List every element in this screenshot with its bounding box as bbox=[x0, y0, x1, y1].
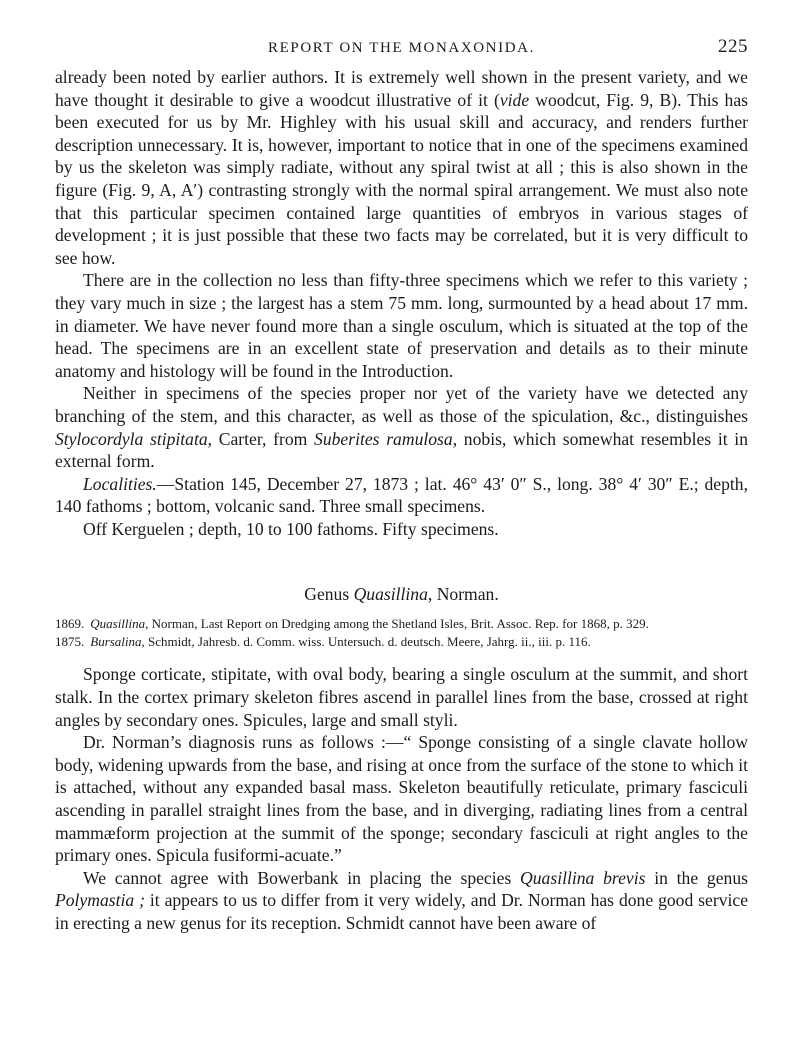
localities-label: Localities. bbox=[83, 473, 157, 494]
page-header bbox=[55, 36, 748, 66]
reference-item: 1875. Bursalina, Schmidt, Jahresb. d. Comm. wiss. Untersuch. d. deutsch. Meere, Jahrg. ii., iii. p. 116. bbox=[55, 634, 591, 650]
paragraph-norman-quote: Dr. Norman’s diagnosis runs as follows :—“ Sponge consisting of a single clavate hollow body, widening upwards from the base, and rising at once from the surface of the stone to which it is attached, without any expanded basal mass. Skeleton beautifully reticulate, primary fasciculi ascending in parallel straight lines from the base, and in diverging, radiating lines from a central mammæform projection at the summit of the sponge; secondary fasciculi at right angles to the primary ones. Spicula fusiformi-acuate.” bbox=[55, 732, 748, 866]
reference-year: 1875. bbox=[55, 634, 85, 650]
reference-item: 1869. Quasillina, Norman, Last Report on Dredging among the Shetland Isles, Brit. Assoc. Rep. for 1868, p. 329. bbox=[55, 616, 649, 632]
species-name: Quasillina brevis bbox=[520, 867, 646, 888]
reference-year: 1869. bbox=[55, 616, 85, 632]
genus-heading: Genus Quasillina, Norman. bbox=[304, 584, 499, 605]
section-spacer bbox=[55, 540, 748, 584]
paragraph-diagnosis: Sponge corticate, stipitate, with oval body, bearing a single osculum at the summit, and short stalk. In the cortex primary skeleton fibres ascend in parallel lines from the base, crossed at right angles by secondary ones. Spicules, large and small styli. bbox=[55, 664, 748, 730]
synonymy-references bbox=[55, 615, 748, 651]
paragraph-kerguelen: Off Kerguelen ; depth, 10 to 100 fathoms. Fifty specimens. bbox=[83, 518, 499, 539]
reference-genus: Quasillina bbox=[90, 616, 146, 632]
paragraph-distinction: Neither in specimens of the species proper nor yet of the variety have we detected any branching of the stem, and this character, as well as those of the spiculation, &c., distinguishes Stylocordyla stipitata, Carter, from Suberites ramulosa, nobis, which somewhat resembles it in external form. bbox=[55, 383, 748, 472]
running-title: REPORT ON THE MONAXONIDA. bbox=[268, 40, 535, 56]
italic-term: vide bbox=[499, 89, 530, 110]
genus-name: Quasillina bbox=[353, 584, 428, 605]
paragraph-woodcut: already been noted by earlier authors. It is extremely well shown in the present variety, and we have thought it desirable to give a woodcut illustrative of it (vide woodcut, Fig. 9, B). This has been executed for us by Mr. Highley with his usual skill and accuracy, and renders further description unnecessary. It is, however, important to notice that in one of the specimens examined by us the skeleton was simply radiate, without any spiral twist at all ; this is also shown in the figure (Fig. 9, A, A′) contrasting strongly with the normal spiral arrangement. We must also note that this particular specimen contained large quantities of embryos in various stages of development ; it is just possible that these two facts may be correlated, but it is very difficult to see how. bbox=[55, 67, 749, 268]
paragraph-specimens: There are in the collection no less than fifty-three specimens which we refer to this variety ; they vary much in size ; the largest has a stem 75 mm. long, surmounted by a head about 17 mm. in diameter. We have never found more than a single osculum, which is situated at the top of the head. The specimens are in an excellent state of preservation and details as to their minute anatomy and histology will be found in the Introduction. bbox=[55, 270, 748, 381]
section-variety bbox=[55, 66, 748, 540]
page-number: 225 bbox=[718, 36, 748, 57]
species-name: Suberites ramulosa bbox=[314, 428, 453, 449]
genus-name-polymastia: Polymastia ; bbox=[55, 890, 145, 911]
reference-genus: Bursalina bbox=[90, 634, 142, 650]
species-name: Stylocordyla stipitata bbox=[55, 428, 208, 449]
paragraph-localities: Localities.—Station 145, December 27, 1873 ; lat. 46° 43′ 0″ S., long. 38° 4′ 30″ E.; depth, 140 fathoms ; bottom, volcanic sand. Three small specimens. bbox=[55, 473, 748, 517]
paragraph-bowerbank: We cannot agree with Bowerbank in placing the species Quasillina brevis in the genus Polymastia ; it appears to us to differ from it very widely, and Dr. Norman has done good service in erecting a new genus for its reception. Schmidt cannot have been aware of bbox=[55, 867, 749, 933]
section-quasillina bbox=[55, 663, 748, 934]
